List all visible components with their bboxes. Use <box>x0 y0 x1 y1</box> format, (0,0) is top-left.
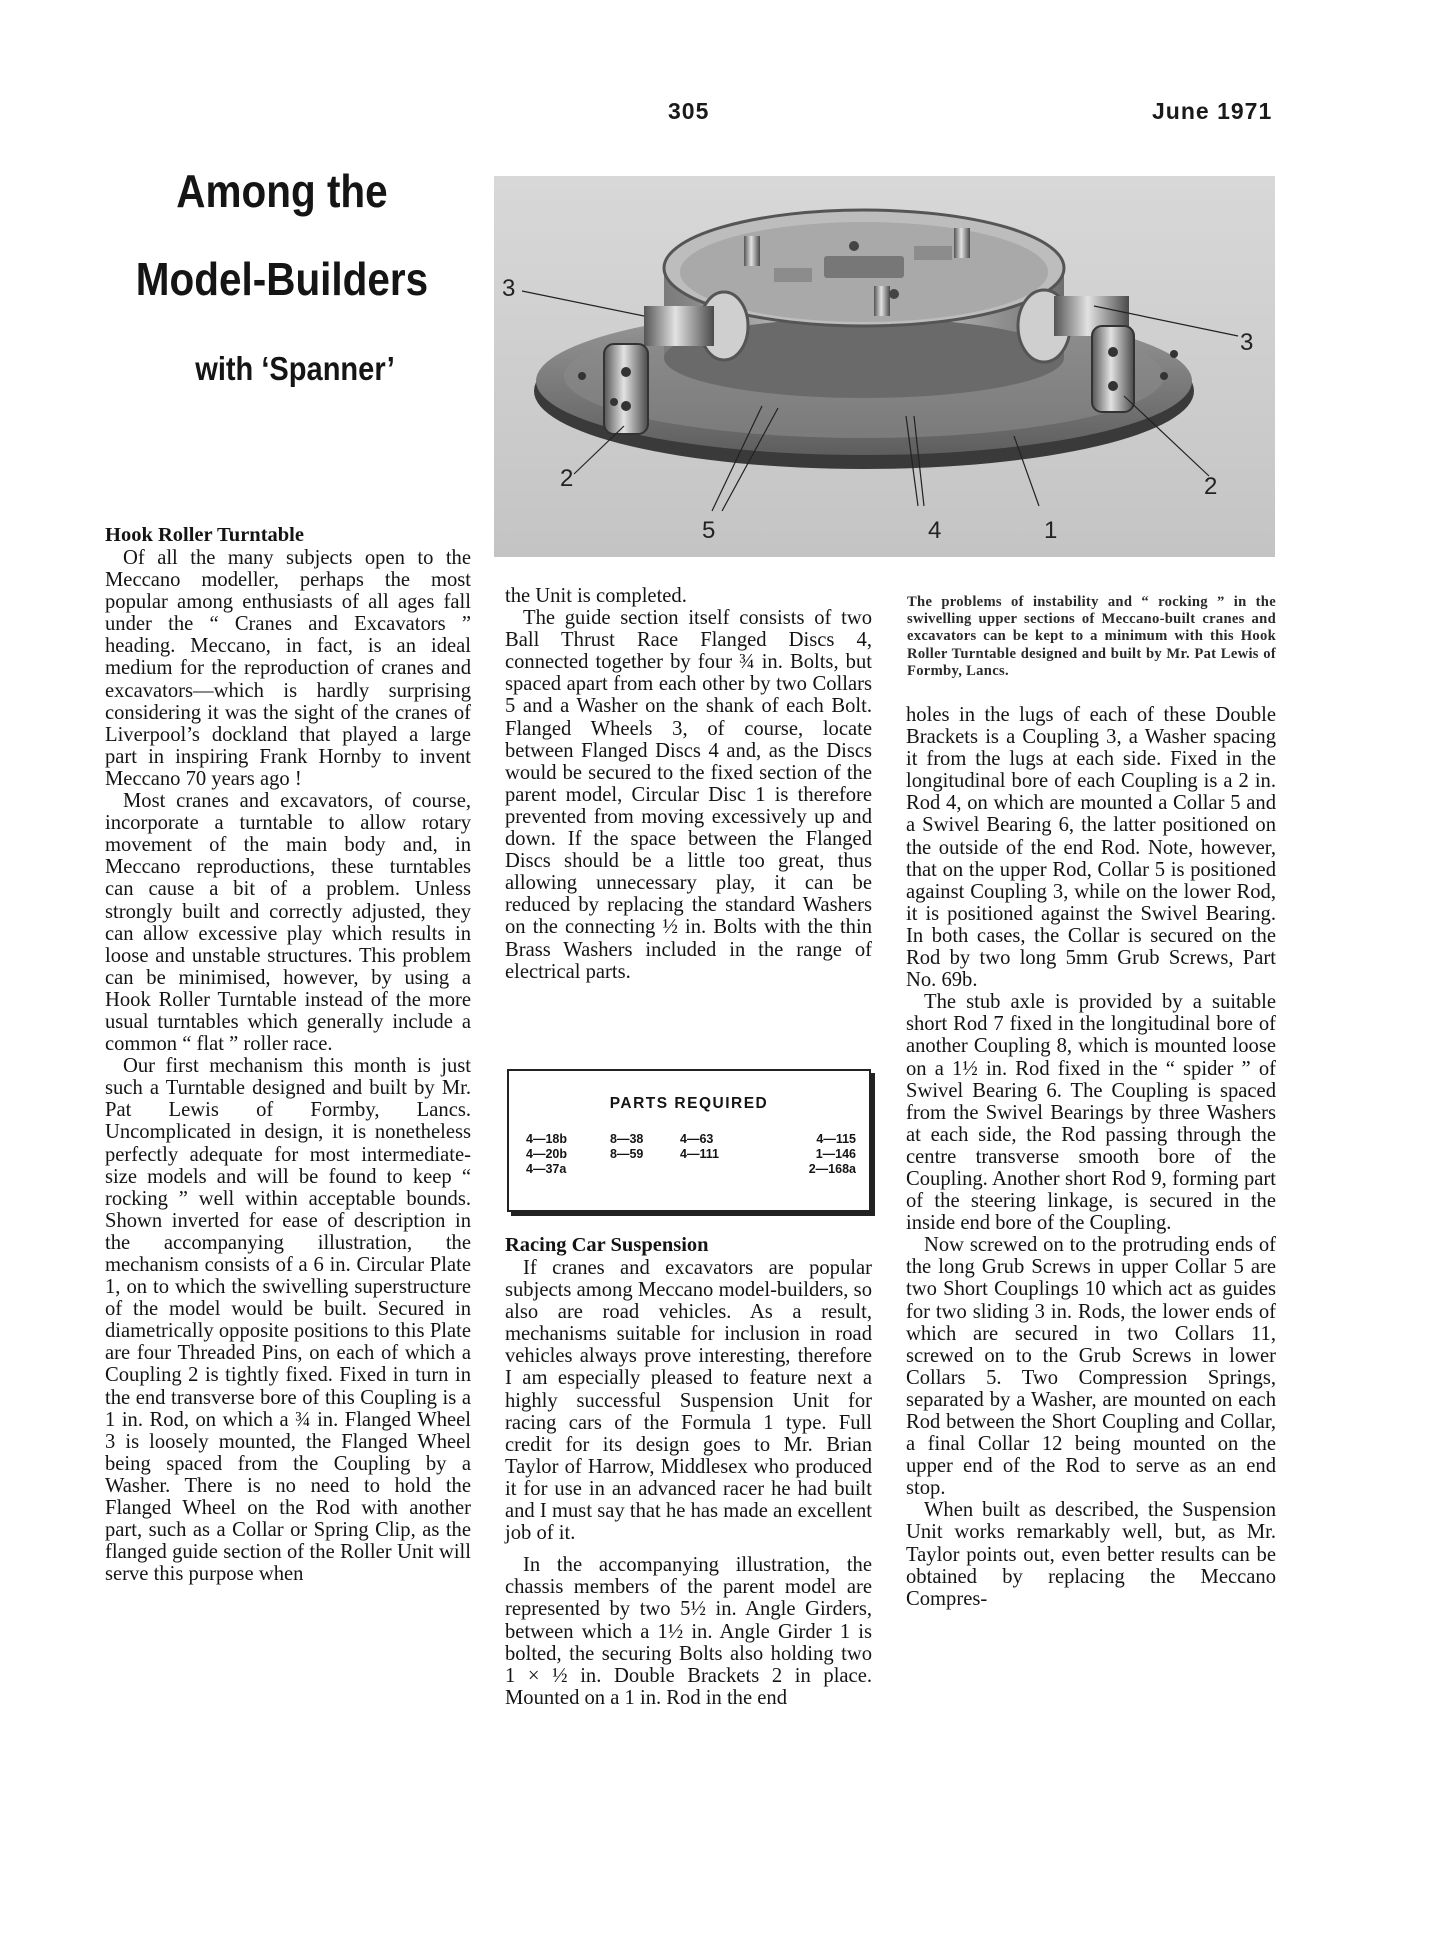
callout-1: 1 <box>1044 517 1058 544</box>
column-2-bottom <box>505 1234 872 1709</box>
paragraph: Of all the many subjects open to the Meccano modeller, perhaps the most popular among enthusiasts of all ages fall under the “ Cranes and Excavators ” heading. Meccano, in fact, is an ideal medium for the reproduction of cranes and excavators—which is hardly surprising considering it was the sight of the cranes of Liverpool’s dockland that played a large part in inspiring Frank Hornby to invent Meccano 70 years ago ! <box>105 547 471 790</box>
title-line-1: Among the <box>176 165 388 217</box>
part-item <box>680 1162 772 1177</box>
callout-4: 4 <box>928 517 942 544</box>
paragraph: holes in the lugs of each of these Double Brackets is a Coupling 3, a Washer spacing it from the lugs at each side. Fixed in the longitudinal bore of each Coupling is a 2 in. Rod 4, on which are mounted a Collar 5 and a Swivel Bearing 6, the latter positioned on the outside of the end Rod. Note, however, that on the upper Rod, Collar 5 is positioned against Coupling 3, while on the lower Rod, it is positioned against the Swivel Bearing. In both cases, the Collar is secured on the Rod by two long 5mm Grub Screws, Part No. 69b. <box>906 704 1276 992</box>
part-item: 8—38 <box>610 1132 644 1146</box>
callout-3-left: 3 <box>502 275 516 302</box>
paragraph: Most cranes and excavators, of course, incorporate a turntable to allow rotary movement of the main body and, in Meccano reproductions, these turntables can cause a bit of a problem. Unless strongly built and correctly adjusted, they can allow excessive play which results in loose and unstable structures. This problem can be minimised, however, by using a Hook Roller Turntable instead of the more usual turntables which generally include a common “ flat ” roller race. <box>105 790 471 1056</box>
column-1 <box>105 524 471 1585</box>
callout-2-right: 2 <box>1204 473 1218 500</box>
part-item: 4—20b <box>526 1147 567 1161</box>
title-line-2: Model-Builders <box>135 253 429 305</box>
parts-required-title: PARTS REQUIRED <box>609 1095 769 1112</box>
paragraph: The guide section itself consists of two Ball Thrust Race Flanged Discs 4, connected together by four ¾ in. Bolts, but spaced apart from each other by two Collars 5 and a Washer on the shank of each Bolt. Flanged Wheels 3, of course, locate between Flanged Discs 4 and, as the Discs would be secured to the fixed section of the parent model, Circular Disc 1 is therefore prevented from moving excessively up and down. If the space between the Flanged Discs should be a little too great, thus allowing unnecessary play, it can be reduced by replacing the standard Washers on the connecting ½ in. Bolts with the thin Brass Washers included in the range of electrical parts. <box>505 607 872 983</box>
section-heading-turntable: Hook Roller Turntable <box>105 524 304 546</box>
section-heading-suspension: Racing Car Suspension <box>505 1234 709 1256</box>
paragraph: In the accompanying illustration, the chassis members of the parent model are represented by two 5½ in. Angle Girders, between which a 1½ in. Angle Girder 1 is bolted, the securing Bolts also holding two 1 × ½ in. Double Brackets 2 in place. Mounted on a 1 in. Rod in the end <box>505 1554 872 1709</box>
paragraph: Now screwed on to the protruding ends of the long Grub Screws in upper Collar 5 are two Short Couplings 10 which act as guides for two sliding 3 in. Rods, the lower ends of which are secured in two Collars 11, screwed on to the Grub Screws in lower Collars 5. Two Compression Springs, separated by a Washer, are mounted on each Rod between the Short Coupling and Collar, a final Collar 12 being mounted on the upper end of the Rod to serve as an end stop. <box>906 1234 1276 1500</box>
part-item: 1—146 <box>815 1147 856 1161</box>
paragraph: When built as described, the Suspension Unit works remarkably well, but, as Mr. Taylor points out, even better results can be obtained by replacing the Meccano Compres- <box>906 1499 1276 1610</box>
part-item: 4—111 <box>680 1147 719 1161</box>
figure-caption: The problems of instability and “ rocking ” in the swivelling upper sections of Meccano-built cranes and excavators can be kept to a minimum with this Hook Roller Turntable designed and built by Mr. Pat Lewis of Formby, Lancs. <box>907 594 1276 679</box>
part-item: 4—63 <box>680 1132 714 1146</box>
part-item: 2—168a <box>808 1162 856 1176</box>
page-number: 305 <box>668 98 710 124</box>
parts-required-box <box>507 1069 871 1212</box>
issue-date: June 1971 <box>1152 98 1273 124</box>
part-item: 4—18b <box>526 1132 567 1146</box>
part-item: 4—115 <box>816 1132 856 1146</box>
paragraph: The stub axle is provided by a suitable short Rod 7 fixed in the longitudinal bore of another Coupling 8, which is mounted loose on a 1½ in. Rod fixed in the “ spider ” of Swivel Bearing 6. The Coupling is spaced from the Swivel Bearings by three Washers at each side, the Rod passing through the centre transverse smooth bore of the Coupling. Another short Rod 9, forming part of the steering linkage, is secured in the inside end bore of the Coupling. <box>906 991 1276 1235</box>
paragraph: If cranes and excavators are popular subjects among Meccano model-builders, so also are road vehicles. As a result, mechanisms suitable for inclusion in road vehicles always prove interesting, therefore I am especially pleased to feature next a highly successful Suspension Unit for racing cars of the Formula 1 type. Full credit for its design goes to Mr. Brian Taylor of Harrow, Middlesex who produced it for use in an advanced racer he had built and I must say that he has made an excellent job of it. <box>505 1257 872 1545</box>
subtitle: with ‘Spanner’ <box>195 350 395 387</box>
turntable-photo <box>494 176 1275 557</box>
paragraph: the Unit is completed. <box>505 585 687 607</box>
part-item <box>610 1162 680 1177</box>
callout-5: 5 <box>702 517 716 544</box>
part-item: 8—59 <box>610 1147 644 1161</box>
column-3 <box>906 704 1276 1610</box>
part-item: 4—37a <box>526 1162 567 1176</box>
column-2-top <box>505 585 872 983</box>
parts-list <box>526 1132 856 1177</box>
callout-2-left: 2 <box>560 465 574 492</box>
turntable-illustration <box>494 176 1275 557</box>
callout-3-right: 3 <box>1240 329 1254 356</box>
paragraph: Our first mechanism this month is just such a Turntable designed and built by Mr. Pat Lewis of Formby, Lancs. Uncomplicated in design, it is nonetheless perfectly adequate for most intermediate-size models and will be found to keep “ rocking ” well within acceptable bounds. Shown inverted for ease of description in the accompanying illustration, the mechanism consists of a 6 in. Circular Plate 1, on to which the swivelling superstructure of the model would be built. Secured in diametrically opposite positions to this Plate are four Threaded Pins, on each of which a Coupling 2 is tightly fixed. Fixed in turn in the end transverse bore of this Coupling is a 1 in. Rod, on which a ¾ in. Flanged Wheel 3 is loosely mounted, the Flanged Wheel being spaced from the Coupling by a Washer. There is no need to hold the Flanged Wheel on the Rod with another part, such as a Collar or Spring Clip, as the flanged guide section of the Roller Unit will serve this purpose when <box>105 1055 471 1586</box>
